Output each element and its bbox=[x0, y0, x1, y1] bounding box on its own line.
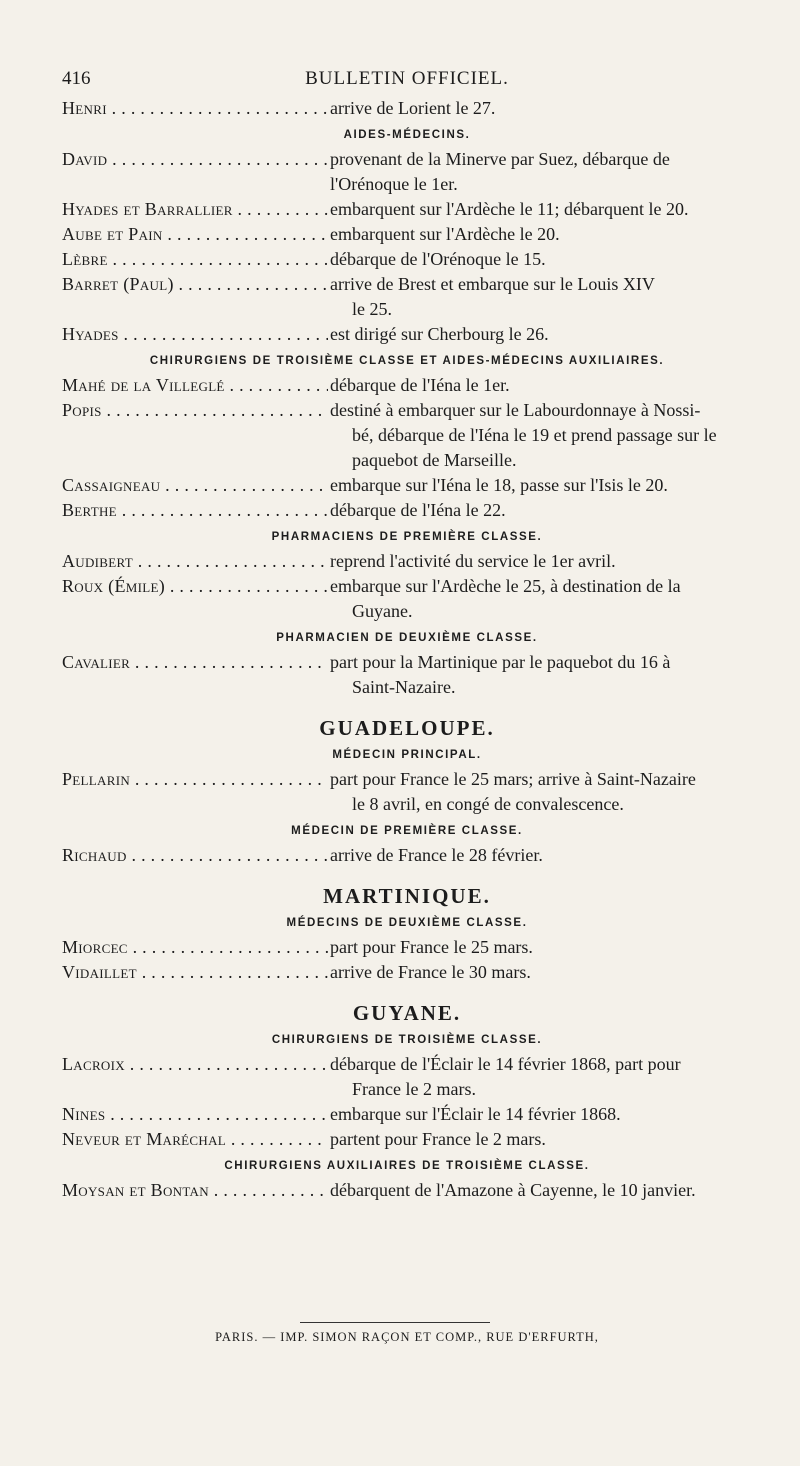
entry-description bbox=[328, 1127, 752, 1152]
entry-description bbox=[328, 473, 752, 498]
entry-description bbox=[328, 1102, 752, 1127]
entry-row bbox=[62, 96, 752, 121]
entry-description-text: part pour France le 25 mars; arrive à Saint-Nazaire bbox=[330, 769, 696, 789]
page-header bbox=[62, 62, 752, 96]
entry-row bbox=[62, 473, 752, 498]
entry-description bbox=[328, 574, 752, 624]
entry-name: Aube et Pain . . . bbox=[62, 222, 328, 247]
entry-name: Henri . . . bbox=[62, 96, 328, 121]
entry-name: Roux (Émile) . . . bbox=[62, 574, 328, 599]
entry-row bbox=[62, 272, 752, 322]
entry-row bbox=[62, 935, 752, 960]
entry-name: Moysan et Bontan . . . bbox=[62, 1178, 328, 1203]
entry-name: Lacroix . . . bbox=[62, 1052, 328, 1077]
printer-imprint: PARIS. — IMP. SIMON RAÇON ET COMP., RUE D'ERFURTH, bbox=[215, 1330, 599, 1344]
rank-heading: PHARMACIEN DE DEUXIÈME CLASSE. bbox=[276, 632, 538, 644]
rank-heading: CHIRURGIENS DE TROISIÈME CLASSE ET AIDES-MÉDECINS AUXILIAIRES. bbox=[149, 355, 665, 367]
entry-row bbox=[62, 222, 752, 247]
entry-name: Popis . . . bbox=[62, 398, 328, 423]
entry-description bbox=[328, 498, 752, 523]
entry-name: Cassaigneau . . . bbox=[62, 473, 328, 498]
entry-description bbox=[328, 960, 752, 985]
footer-rule bbox=[300, 1322, 490, 1323]
entry-description bbox=[328, 650, 752, 700]
entry-row bbox=[62, 574, 752, 624]
entry-description bbox=[328, 549, 752, 574]
entry-row bbox=[62, 1178, 752, 1203]
entry-row bbox=[62, 147, 752, 197]
document-page bbox=[62, 62, 752, 1203]
entry-row bbox=[62, 197, 752, 222]
entry-row bbox=[62, 960, 752, 985]
entry-description-continuation: Guyane. bbox=[352, 601, 413, 621]
entry-description-continuation: Saint-Nazaire. bbox=[352, 677, 456, 697]
entry-description-text: est dirigé sur Cherbourg le 26. bbox=[330, 324, 549, 344]
entry-description-text: débarque de l'Iéna le 1er. bbox=[330, 375, 510, 395]
entry-name: Audibert . . . bbox=[62, 549, 328, 574]
entry-description-text: part pour la Martinique par le paquebot du 16 à bbox=[330, 652, 671, 672]
entry-description bbox=[328, 935, 752, 960]
entry-description bbox=[328, 322, 752, 347]
rank-heading: AIDES-MÉDECINS. bbox=[343, 129, 471, 141]
rank-heading: PHARMACIENS DE PREMIÈRE CLASSE. bbox=[271, 531, 543, 543]
entry-description bbox=[328, 222, 752, 247]
rank-heading: CHIRURGIENS DE TROISIÈME CLASSE. bbox=[271, 1034, 543, 1046]
entry-description-text: débarquent de l'Amazone à Cayenne, le 10 janvier. bbox=[330, 1180, 696, 1200]
entry-name: Cavalier . . . bbox=[62, 650, 328, 675]
entry-description-text: part pour France le 25 mars. bbox=[330, 937, 533, 957]
entry-description-text: arrive de Brest et embarque sur le Louis XIV bbox=[330, 274, 655, 294]
entry-row bbox=[62, 498, 752, 523]
entry-description-text: débarque de l'Éclair le 14 février 1868, part pour bbox=[330, 1054, 681, 1074]
entry-name: David . . . bbox=[62, 147, 328, 172]
entry-name: Neveur et Maréchal . . . bbox=[62, 1127, 328, 1152]
page-number: 416 bbox=[62, 68, 91, 89]
entry-description-text: destiné à embarquer sur le Labourdonnaye à Nossi- bbox=[330, 400, 701, 420]
entry-description-text: arrive de France le 28 février. bbox=[330, 845, 543, 865]
entry-description-continuation: le 8 avril, en congé de convalescence. bbox=[352, 794, 624, 814]
entry-row bbox=[62, 650, 752, 700]
colony-heading: GUADELOUPE. bbox=[319, 716, 495, 740]
entry-description bbox=[328, 398, 752, 473]
entry-description-text: embarquent sur l'Ardèche le 11; débarquent le 20. bbox=[330, 199, 689, 219]
entry-description-text: partent pour France le 2 mars. bbox=[330, 1129, 546, 1149]
rank-heading: MÉDECINS DE DEUXIÈME CLASSE. bbox=[286, 917, 528, 929]
entry-name: Hyades . . . bbox=[62, 322, 328, 347]
entry-description-continuation: le 25. bbox=[352, 299, 392, 319]
entry-description-text: embarque sur l'Éclair le 14 février 1868. bbox=[330, 1104, 621, 1124]
entry-description bbox=[328, 247, 752, 272]
entry-description bbox=[328, 96, 752, 121]
entry-description-text: embarque sur l'Ardèche le 25, à destination de la bbox=[330, 576, 681, 596]
entry-description bbox=[328, 272, 752, 322]
entry-row bbox=[62, 1052, 752, 1102]
entry-description bbox=[328, 1052, 752, 1102]
entry-description bbox=[328, 843, 752, 868]
entry-name: Pellarin . . . bbox=[62, 767, 328, 792]
entry-name: Berthe . . . bbox=[62, 498, 328, 523]
entry-name: Vidaillet . . . bbox=[62, 960, 328, 985]
entry-description-continuation: France le 2 mars. bbox=[352, 1079, 476, 1099]
entry-row bbox=[62, 843, 752, 868]
entry-name: Barret (Paul) . . . bbox=[62, 272, 328, 297]
rank-heading: CHIRURGIENS AUXILIAIRES DE TROISIÈME CLASSE. bbox=[224, 1160, 590, 1172]
entry-name: Lèbre . . . bbox=[62, 247, 328, 272]
entry-row bbox=[62, 549, 752, 574]
entry-name: Miorcec . . . bbox=[62, 935, 328, 960]
entry-name: Nines . . . bbox=[62, 1102, 328, 1127]
colony-heading: MARTINIQUE. bbox=[323, 884, 491, 908]
colony-heading: GUYANE. bbox=[352, 1001, 462, 1025]
entry-name: Richaud . . . bbox=[62, 843, 328, 868]
running-title: BULLETIN OFFICIEL. bbox=[305, 68, 509, 89]
entry-description-text: embarque sur l'Iéna le 18, passe sur l'Isis le 20. bbox=[330, 475, 668, 495]
entry-description-text: embarquent sur l'Ardèche le 20. bbox=[330, 224, 560, 244]
entry-description-text: arrive de Lorient le 27. bbox=[330, 98, 496, 118]
entry-description bbox=[328, 147, 752, 197]
entry-description-text: débarque de l'Iéna le 22. bbox=[330, 500, 506, 520]
entry-description-continuation: bé, débarque de l'Iéna le 19 et prend passage sur le paquebot de Marseille. bbox=[352, 425, 717, 470]
entry-description-text: reprend l'activité du service le 1er avril. bbox=[330, 551, 616, 571]
entry-description bbox=[328, 1178, 752, 1203]
entry-description bbox=[328, 197, 752, 222]
entry-row bbox=[62, 247, 752, 272]
entry-description-text: débarque de l'Orénoque le 15. bbox=[330, 249, 546, 269]
rank-heading: MÉDECIN PRINCIPAL. bbox=[332, 749, 482, 761]
document-body bbox=[62, 96, 752, 1203]
entry-description bbox=[328, 767, 752, 817]
entry-name: Hyades et Barrallier . . . bbox=[62, 197, 328, 222]
entry-row bbox=[62, 398, 752, 473]
entry-description bbox=[328, 373, 752, 398]
entry-name: Mahé de la Villeglé . . . bbox=[62, 373, 328, 398]
rank-heading: MÉDECIN DE PREMIÈRE CLASSE. bbox=[291, 825, 523, 837]
entry-row bbox=[62, 373, 752, 398]
entry-row bbox=[62, 1127, 752, 1152]
entry-row bbox=[62, 767, 752, 817]
entry-description-text: provenant de la Minerve par Suez, débarque de l'Orénoque le 1er. bbox=[330, 149, 670, 194]
entry-row bbox=[62, 1102, 752, 1127]
entry-description-text: arrive de France le 30 mars. bbox=[330, 962, 531, 982]
entry-row bbox=[62, 322, 752, 347]
